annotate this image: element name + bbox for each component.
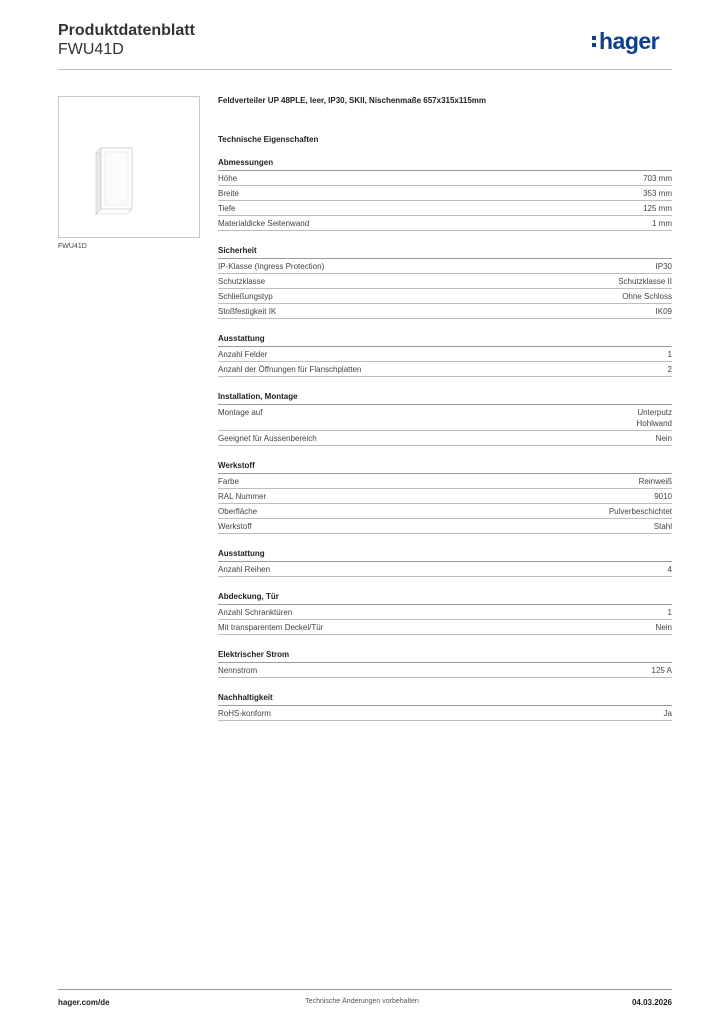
row-label: Anzahl Reihen <box>218 565 271 574</box>
section-title: Nachhaltigkeit <box>218 693 672 706</box>
row-value: Pulverbeschichtet <box>608 507 672 516</box>
table-row <box>218 431 672 446</box>
table-row <box>218 605 672 620</box>
section-title: Abdeckung, Tür <box>218 592 672 605</box>
footer-website-link[interactable]: hager.com/de <box>58 998 110 1007</box>
section-title: Elektrischer Strom <box>218 650 672 663</box>
row-label: RoHS-konform <box>218 709 271 718</box>
section-title: Installation, Montage <box>218 392 672 405</box>
technical-properties-heading: Technische Eigenschaften <box>218 135 319 144</box>
footer-divider <box>58 989 672 990</box>
row-label: Anzahl der Öffnungen für Flanschplatten <box>218 365 362 374</box>
row-value: Ohne Schloss <box>622 292 672 301</box>
row-label: IP-Klasse (Ingress Protection) <box>218 262 325 271</box>
table-row <box>218 216 672 231</box>
row-value: IK09 <box>655 307 672 316</box>
image-caption: FWU41D <box>58 243 87 250</box>
row-label: Tiefe <box>218 204 236 213</box>
row-value: Reinweiß <box>638 477 672 486</box>
section-title: Ausstattung <box>218 549 672 562</box>
section-title: Sicherheit <box>218 246 672 259</box>
row-value: 125 mm <box>643 204 672 213</box>
row-value: Stahl <box>653 522 672 531</box>
table-row <box>218 504 672 519</box>
row-value: Unterputz Hohlwand <box>636 408 672 428</box>
row-value: 353 mm <box>643 189 672 198</box>
row-label: Oberfläche <box>218 507 258 516</box>
row-label: Werkstoff <box>218 522 252 531</box>
table-row <box>218 186 672 201</box>
row-value: Nein <box>655 434 672 443</box>
table-row <box>218 304 672 319</box>
row-value: Schutzklasse II <box>618 277 672 286</box>
row-label: Höhe <box>218 174 238 183</box>
section-title: Ausstattung <box>218 334 672 347</box>
table-row <box>218 663 672 678</box>
row-label: Anzahl Schranktüren <box>218 608 293 617</box>
row-label: Stoßfestigkeit IK <box>218 307 277 316</box>
product-image <box>58 96 200 238</box>
row-label: Nennstrom <box>218 666 258 675</box>
product-description: Feldverteiler UP 48PLE, leer, IP30, SKII, Nischenmaße 657x315x115mm <box>218 96 487 105</box>
row-label: Montage auf <box>218 408 263 417</box>
table-row <box>218 405 672 431</box>
product-code: FWU41D <box>58 41 124 58</box>
table-row <box>218 274 672 289</box>
table-row <box>218 489 672 504</box>
table-row <box>218 259 672 274</box>
table-row <box>218 347 672 362</box>
row-value: IP30 <box>655 262 672 271</box>
table-row <box>218 562 672 577</box>
table-row <box>218 620 672 635</box>
section-equipment-rows <box>218 549 672 577</box>
row-label: Schließungstyp <box>218 292 273 301</box>
row-value: 1 <box>667 350 672 359</box>
section-title: Abmessungen <box>218 158 672 171</box>
section-safety <box>218 246 672 319</box>
table-row <box>218 289 672 304</box>
section-material <box>218 461 672 534</box>
row-value: 2 <box>667 365 672 374</box>
row-value: Nein <box>655 623 672 632</box>
row-label: Breite <box>218 189 239 198</box>
row-value: 1 <box>667 608 672 617</box>
logo-text: hager <box>599 28 660 54</box>
table-row <box>218 201 672 216</box>
row-value: Ja <box>663 709 672 718</box>
row-label: Farbe <box>218 477 239 486</box>
row-label: RAL Nummer <box>218 492 267 501</box>
page-title: Produktdatenblatt <box>58 22 195 39</box>
footer-date: 04.03.2026 <box>631 998 672 1007</box>
table-row <box>218 706 672 721</box>
distribution-box-illustration <box>59 97 199 237</box>
table-row <box>218 362 672 377</box>
section-sustainability <box>218 693 672 721</box>
row-label: Geeignet für Aussenbereich <box>218 434 317 443</box>
row-label: Schutzklasse <box>218 277 266 286</box>
row-label: Materialdicke Seitenwand <box>218 219 310 228</box>
row-value: 1 mm <box>652 219 672 228</box>
section-title: Werkstoff <box>218 461 672 474</box>
section-cover-door <box>218 592 672 635</box>
header-divider <box>58 69 672 70</box>
section-electrical <box>218 650 672 678</box>
datasheet-content <box>218 95 672 721</box>
row-value: 9010 <box>654 492 672 501</box>
section-equipment <box>218 334 672 377</box>
section-installation <box>218 392 672 446</box>
row-value: 703 mm <box>643 174 672 183</box>
footer-notice: Technische Änderungen vorbehalten <box>305 998 419 1005</box>
row-value: 125 A <box>651 666 672 675</box>
table-row <box>218 171 672 186</box>
row-value: 4 <box>667 565 672 574</box>
hager-logo <box>592 27 659 55</box>
table-row <box>218 474 672 489</box>
logo-dots-icon <box>592 31 598 49</box>
table-row <box>218 519 672 534</box>
row-label: Anzahl Felder <box>218 350 268 359</box>
section-dimensions <box>218 158 672 231</box>
row-label: Mit transparentem Deckel/Tür <box>218 623 324 632</box>
